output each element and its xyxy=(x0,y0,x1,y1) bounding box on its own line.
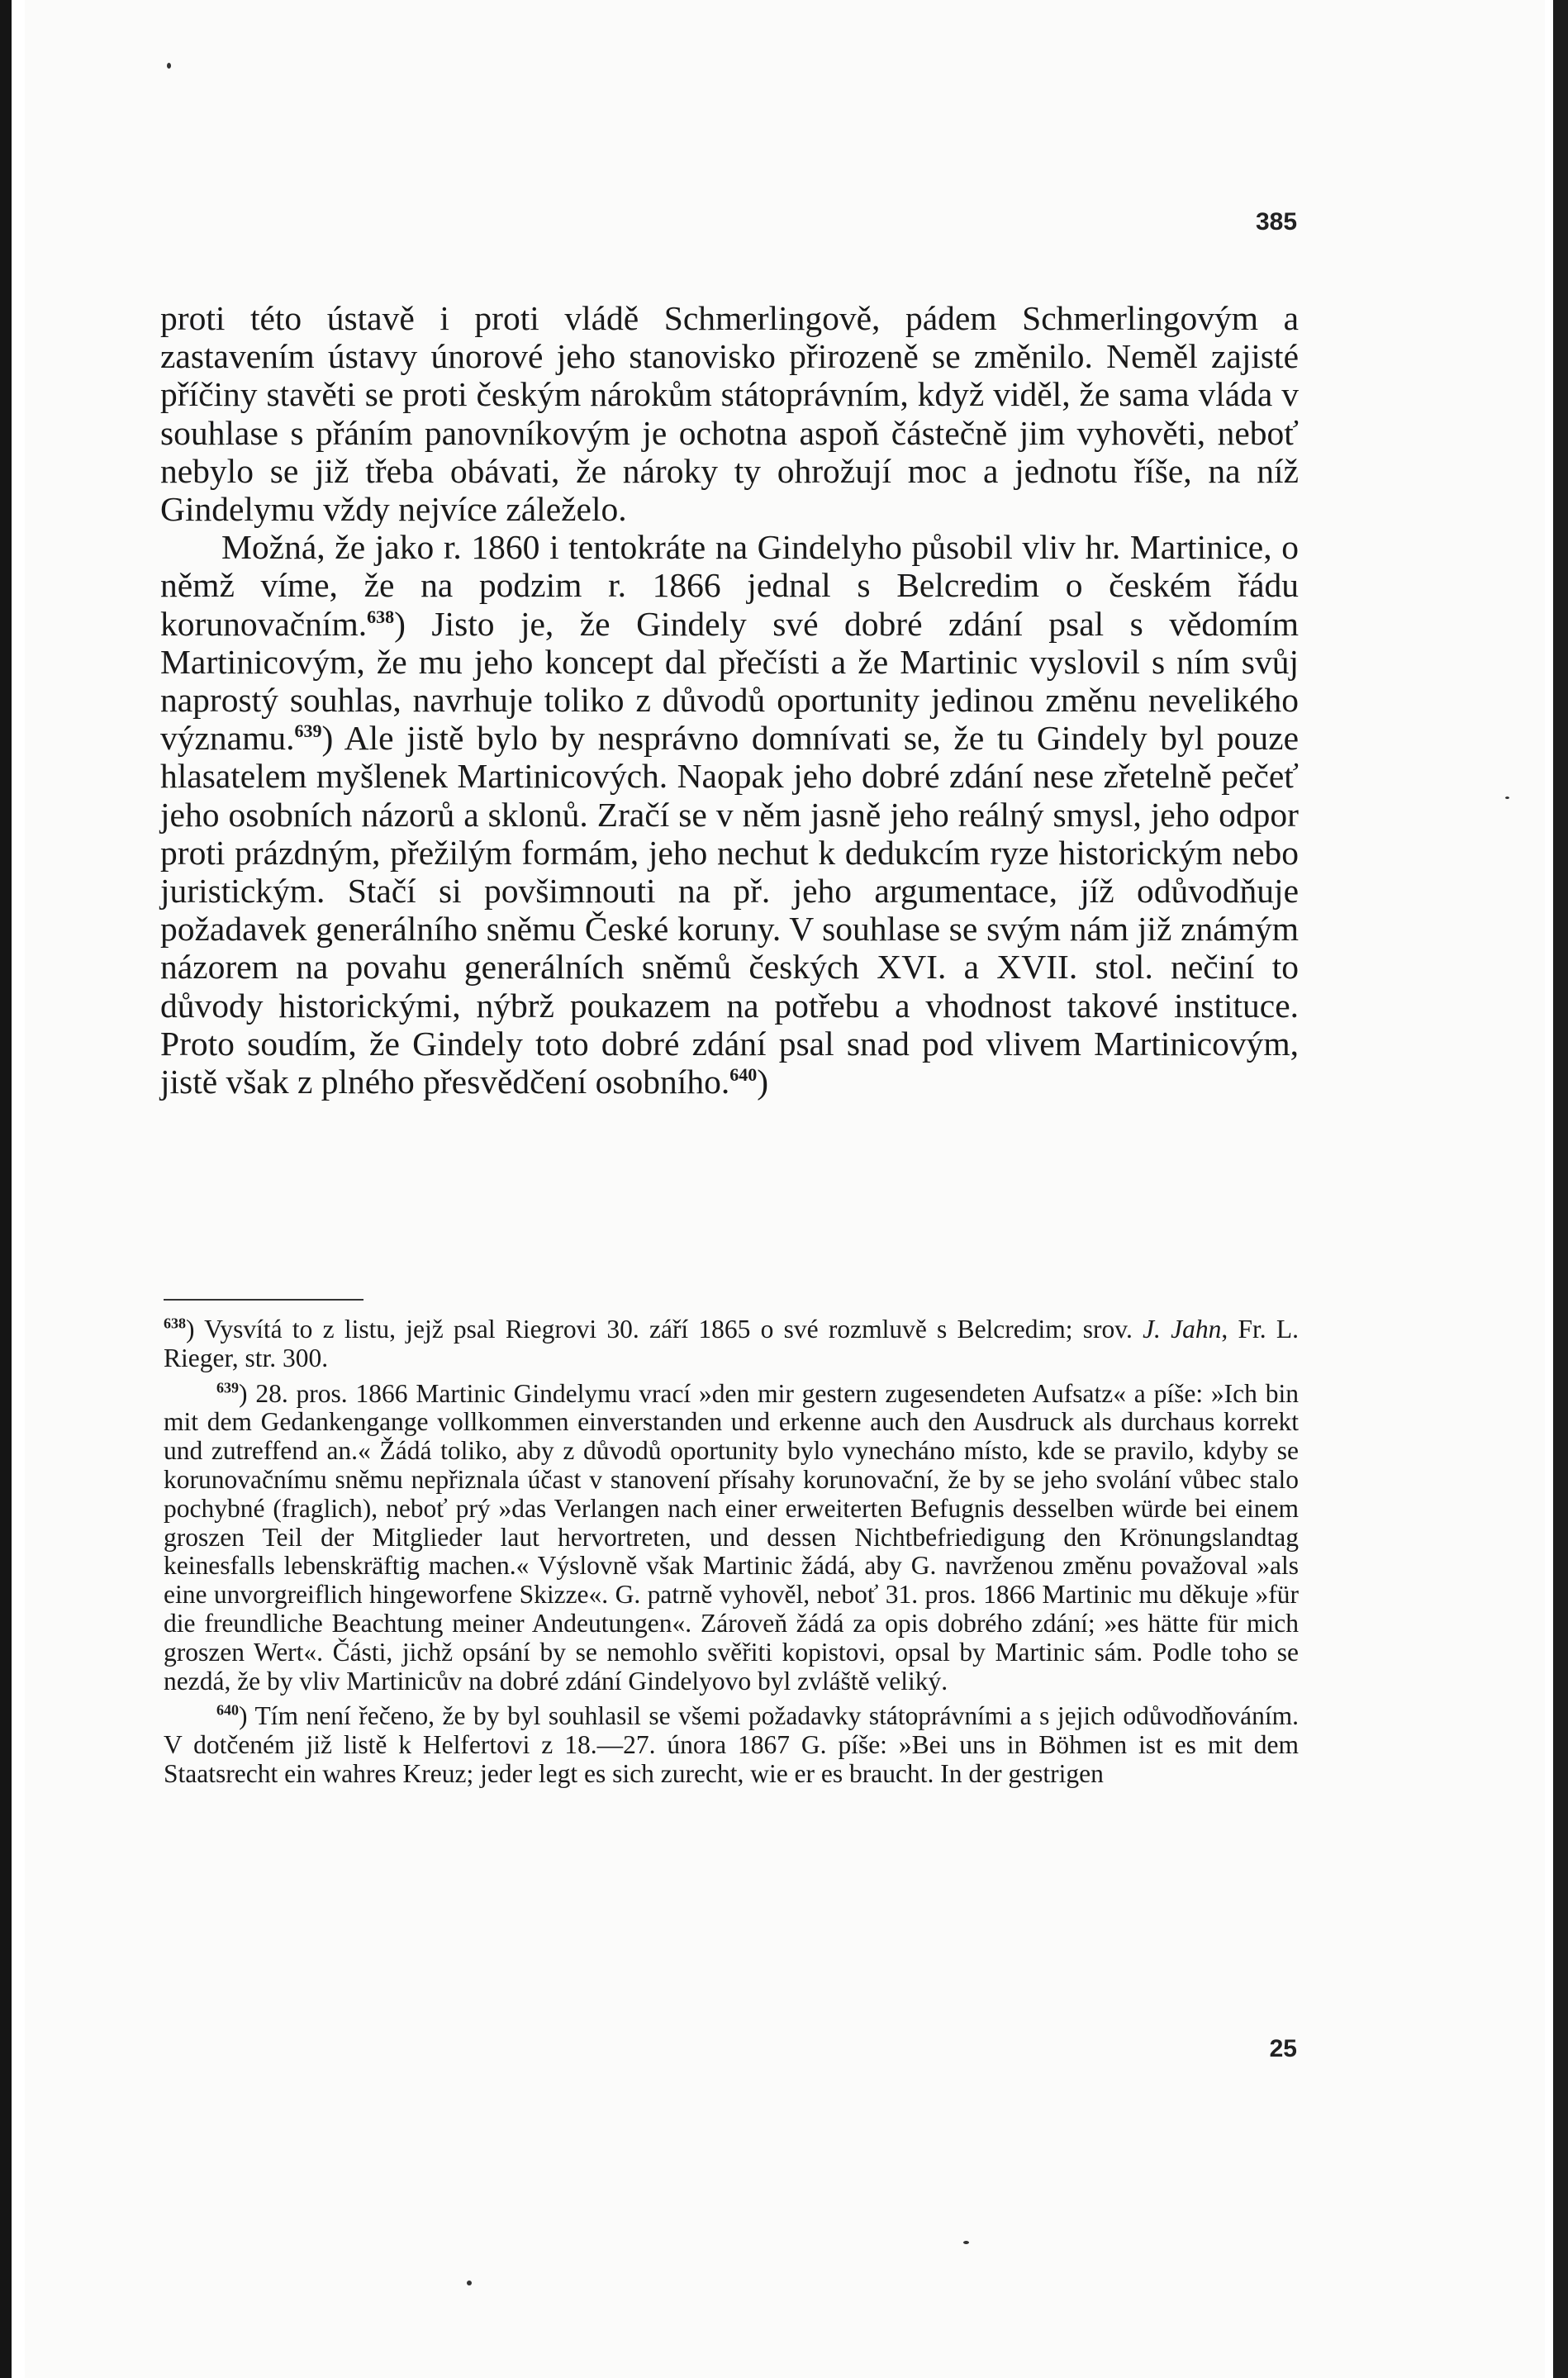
scan-speck xyxy=(1505,797,1509,799)
footnote-640 xyxy=(164,1702,1299,1788)
footnote-separator xyxy=(164,1299,363,1301)
footnote-640-text: ) Tím není řečeno, že by byl souhlasil se všemi požadavky státoprávními a s jejich odůvodňováním. V dotčeném již listě k Helfertovi z 18.—27. února 1867 G. píše: »Bei uns in Böhmen ist es mit dem Staatsrecht ein wahres Kreuz; jeder legt es sich zurecht, wie er es braucht. In der gestrigen xyxy=(164,1701,1299,1788)
paragraph-2-part-4: ) xyxy=(757,1063,769,1101)
scan-speck xyxy=(467,2281,472,2285)
footnote-638-text-2: , Fr. L. Rieger, str. 300. xyxy=(164,1315,1299,1372)
paragraph-2 xyxy=(160,528,1299,1101)
paragraph-2-part-2: ) Jisto je, že Gindely své dobré zdání psal s vědomím Martinicovým, že mu jeho koncept dal přečísti a že Martinic vyslovil s ním svůj naprostý souhlas, navrhuje toliko z důvodů oportunity jedinou změnu nevelikého významu. xyxy=(160,604,1299,758)
scan-speck xyxy=(963,2241,969,2244)
book-page xyxy=(25,0,1545,2378)
footnote-640-marker: 640 xyxy=(216,1701,239,1719)
footnote-638-marker: 638 xyxy=(164,1315,186,1332)
signature-mark: 25 xyxy=(1269,2035,1297,2062)
scan-edge-left xyxy=(0,0,12,2378)
paragraph-2-part-1: Možná, že jako r. 1860 i tentokráte na Gindelyho působil vliv hr. Martinice, o němž víme, že na podzim r. 1866 jednal s Belcredim o českém řádu korunovačním. xyxy=(160,528,1299,643)
footnote-ref-640: 640 xyxy=(729,1064,758,1086)
scan-speck xyxy=(167,63,171,69)
paragraph-1: proti této ústavě i proti vládě Schmerlingově, pádem Schmerlingovým a zastavením ústavy únorové jeho stanovisko přirozeně se změnilo. Neměl zajisté příčiny stavěti se proti českým nárokům státoprávním, když viděl, že sama vláda v souhlase s přáním panovníkovým je ochotna aspoň částečně jim vyhověti, neboť nebylo se již třeba obávati, že nároky ty ohrožují moc a jednotu říše, na níž Gindelymu vždy nejvíce záleželo. xyxy=(160,299,1299,529)
footnote-ref-639: 639 xyxy=(294,721,322,742)
main-text xyxy=(160,299,1299,1101)
footnote-639-marker: 639 xyxy=(216,1379,239,1396)
footnote-639 xyxy=(164,1380,1299,1696)
footnote-638-author: J. Jahn xyxy=(1143,1315,1222,1344)
page-number: 385 xyxy=(1256,208,1298,235)
footnote-ref-638: 638 xyxy=(367,606,395,627)
footnotes xyxy=(164,1315,1299,1795)
footnote-638 xyxy=(164,1315,1299,1373)
paragraph-2-part-3: ) Ale jistě bylo by nesprávno domnívati se, že tu Gindely byl pouze hlasatelem myšlenek Martinicových. Naopak jeho dobré zdání nese zřetelně pečeť jeho osobních názorů a sklonů. Zračí se v něm jasně jeho reálný smysl, jeho odpor proti prázdným, přežilým formám, jeho nechut k dedukcím ryze historickým nebo juristickým. Stačí si povšimnouti na př. jeho argumentace, jíž odůvodňuje požadavek generálního sněmu České koruny. V souhlase se svým nám již známým názorem na povahu generálních sněmů českých XVI. a XVII. stol. nečiní to důvody historickými, nýbrž poukazem na potřebu a vhodnost takové instituce. Proto soudím, že Gindely toto dobré zdání psal snad pod vlivem Martinicovým, jistě však z plného přesvědčení osobního. xyxy=(160,719,1299,1101)
footnote-638-text-1: ) Vysvítá to z listu, jejž psal Riegrovi 30. září 1865 o své rozmluvě s Belcredim; srov. xyxy=(186,1315,1143,1344)
footnote-639-text: ) 28. pros. 1866 Martinic Gindelymu vrací »den mir gestern zugesendeten Aufsatz« a píše: »Ich bin mit dem Gedankengange vollkommen einverstanden und erkenne auch den Ausdruck als durchaus korrekt und zutreffend an.« Žádá toliko, aby z důvodů oportunity bylo vynecháno místo, kde se pravilo, kdyby se korunovačnímu sněmu nepřiznala účast v stanovení přísahy korunovační, že by se jeho svolání vůbec stalo pochybné (fraglich), neboť prý »das Verlangen nach einer erweiterten Befugnis desselben würde bei einem groszen Teil der Mitglieder laut hervortreten, und dessen Nichtbefriedigung den Krönungslandtag keinesfalls lebenskräftig machen.« Výslovně však Martinic žádá, aby G. navrženou změnu považoval »als eine unvorgreiflich hingeworfene Skizze«. G. patrně vyhověl, neboť 31. pros. 1866 Martinic mu děkuje »für die freundliche Beachtung meiner Andeutungen«. Zároveň žádá za opis dobrého zdání; »es hätte für mich groszen Wert«. Části, jichž opsání by se nemohlo svěřiti kopistovi, opsal by Martinic sám. Podle toho se nezdá, že by vliv Martinicův na dobré zdání Gindelyovo byl zvláště veliký. xyxy=(164,1378,1299,1696)
scan-edge-right xyxy=(1553,0,1568,2378)
